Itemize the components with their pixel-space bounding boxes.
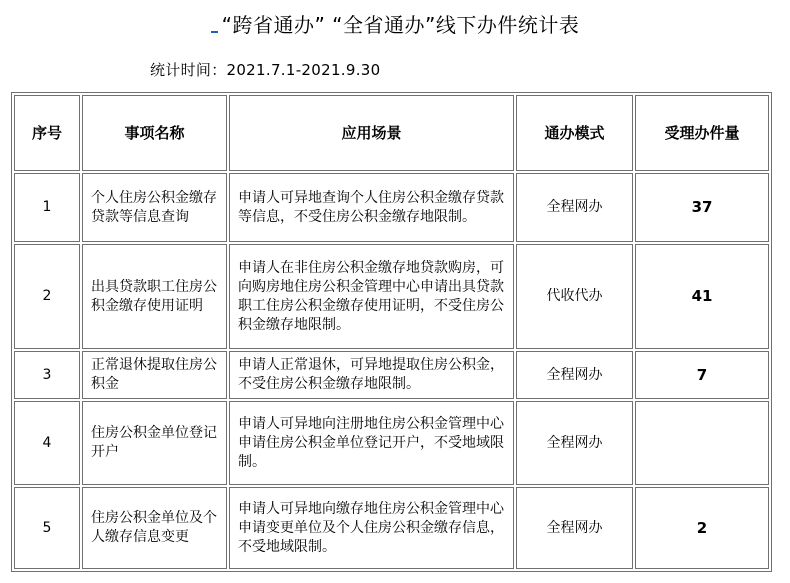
table-row — [14, 244, 769, 349]
table-row — [14, 487, 769, 569]
row-mode: 全程网办 — [516, 351, 633, 399]
row-index: 3 — [14, 351, 80, 399]
row-count: 2 — [635, 487, 769, 569]
row-count — [635, 401, 769, 485]
row-index: 2 — [14, 244, 80, 349]
row-item-name: 出具贷款职工住房公积金缴存使用证明 — [82, 244, 227, 349]
row-index: 5 — [14, 487, 80, 569]
header-row — [14, 95, 769, 171]
row-scenario: 申请人可异地查询个人住房公积金缴存贷款等信息，不受住房公积金缴存地限制。 — [229, 173, 514, 242]
row-mode: 全程网办 — [516, 173, 633, 242]
statistics-period: 统计时间：2021.7.1-2021.9.30 — [150, 61, 381, 79]
row-scenario: 申请人可异地向注册地住房公积金管理中心申请住房公积金单位登记开户，不受地域限制。 — [229, 401, 514, 485]
table-row — [14, 173, 769, 242]
row-item-name: 正常退休提取住房公积金 — [82, 351, 227, 399]
title-underline-mark — [211, 19, 218, 33]
page-title: “跨省通办” “全省通办”线下办件统计表 — [221, 12, 580, 37]
statistics-table — [11, 92, 772, 572]
header-index: 序号 — [14, 95, 80, 171]
row-scenario: 申请人正常退休，可异地提取住房公积金，不受住房公积金缴存地限制。 — [229, 351, 514, 399]
row-index: 1 — [14, 173, 80, 242]
row-item-name: 个人住房公积金缴存贷款等信息查询 — [82, 173, 227, 242]
row-count: 37 — [635, 173, 769, 242]
title-row — [0, 8, 790, 38]
row-count: 7 — [635, 351, 769, 399]
row-scenario: 申请人在非住房公积金缴存地贷款购房，可向购房地住房公积金管理中心申请出具贷款职工住房公积金缴存使用证明，不受住房公积金缴存地限制。 — [229, 244, 514, 349]
row-item-name: 住房公积金单位登记开户 — [82, 401, 227, 485]
table-row — [14, 351, 769, 399]
header-name: 事项名称 — [82, 95, 227, 171]
row-item-name: 住房公积金单位及个人缴存信息变更 — [82, 487, 227, 569]
header-mode: 通办模式 — [516, 95, 633, 171]
row-count: 41 — [635, 244, 769, 349]
table-row — [14, 401, 769, 485]
row-scenario: 申请人可异地向缴存地住房公积金管理中心申请变更单位及个人住房公积金缴存信息，不受地域限制。 — [229, 487, 514, 569]
row-mode: 全程网办 — [516, 401, 633, 485]
row-mode: 全程网办 — [516, 487, 633, 569]
row-index: 4 — [14, 401, 80, 485]
header-scenario: 应用场景 — [229, 95, 514, 171]
header-count: 受理办件量 — [635, 95, 769, 171]
row-mode: 代收代办 — [516, 244, 633, 349]
